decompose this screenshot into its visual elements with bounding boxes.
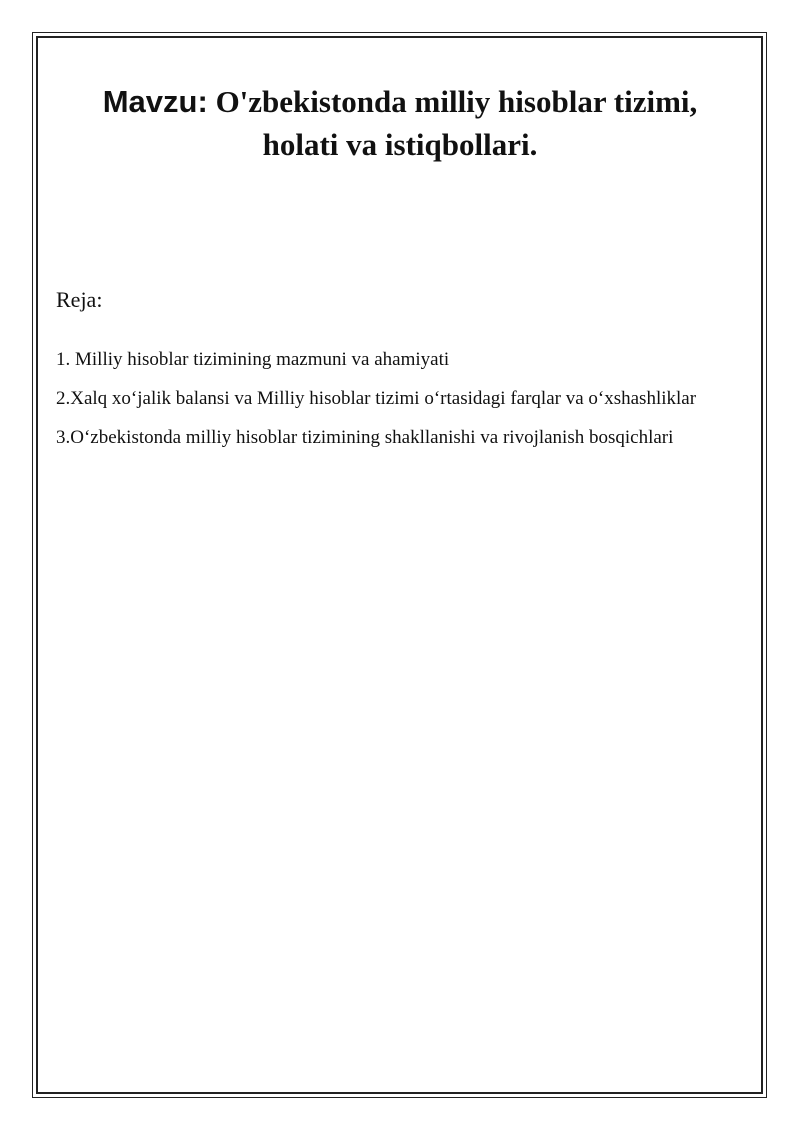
title-prefix: Mavzu: xyxy=(102,84,208,119)
plan-item-1: 1. Milliy hisoblar tizimining mazmuni va ahamiyati xyxy=(56,349,450,370)
document-title xyxy=(40,80,760,166)
page-border xyxy=(32,32,767,1098)
page-border-inner xyxy=(36,36,763,1094)
title-line-1: O'zbekistonda milliy hisoblar tizimi, xyxy=(207,84,698,119)
plan-item-3: 3.O‘zbekistonda milliy hisoblar tizimining shakllanishi va rivojlanish bosqichlari xyxy=(56,427,674,448)
plan-label: Reja: xyxy=(56,287,103,312)
title-line-2: holati va istiqbollari. xyxy=(262,127,538,162)
plan-item-2: 2.Xalq xo‘jalik balansi va Milliy hisoblar tizimi o‘rtasidagi farqlar va o‘xshashliklar xyxy=(56,388,697,409)
plan-list xyxy=(56,340,742,457)
